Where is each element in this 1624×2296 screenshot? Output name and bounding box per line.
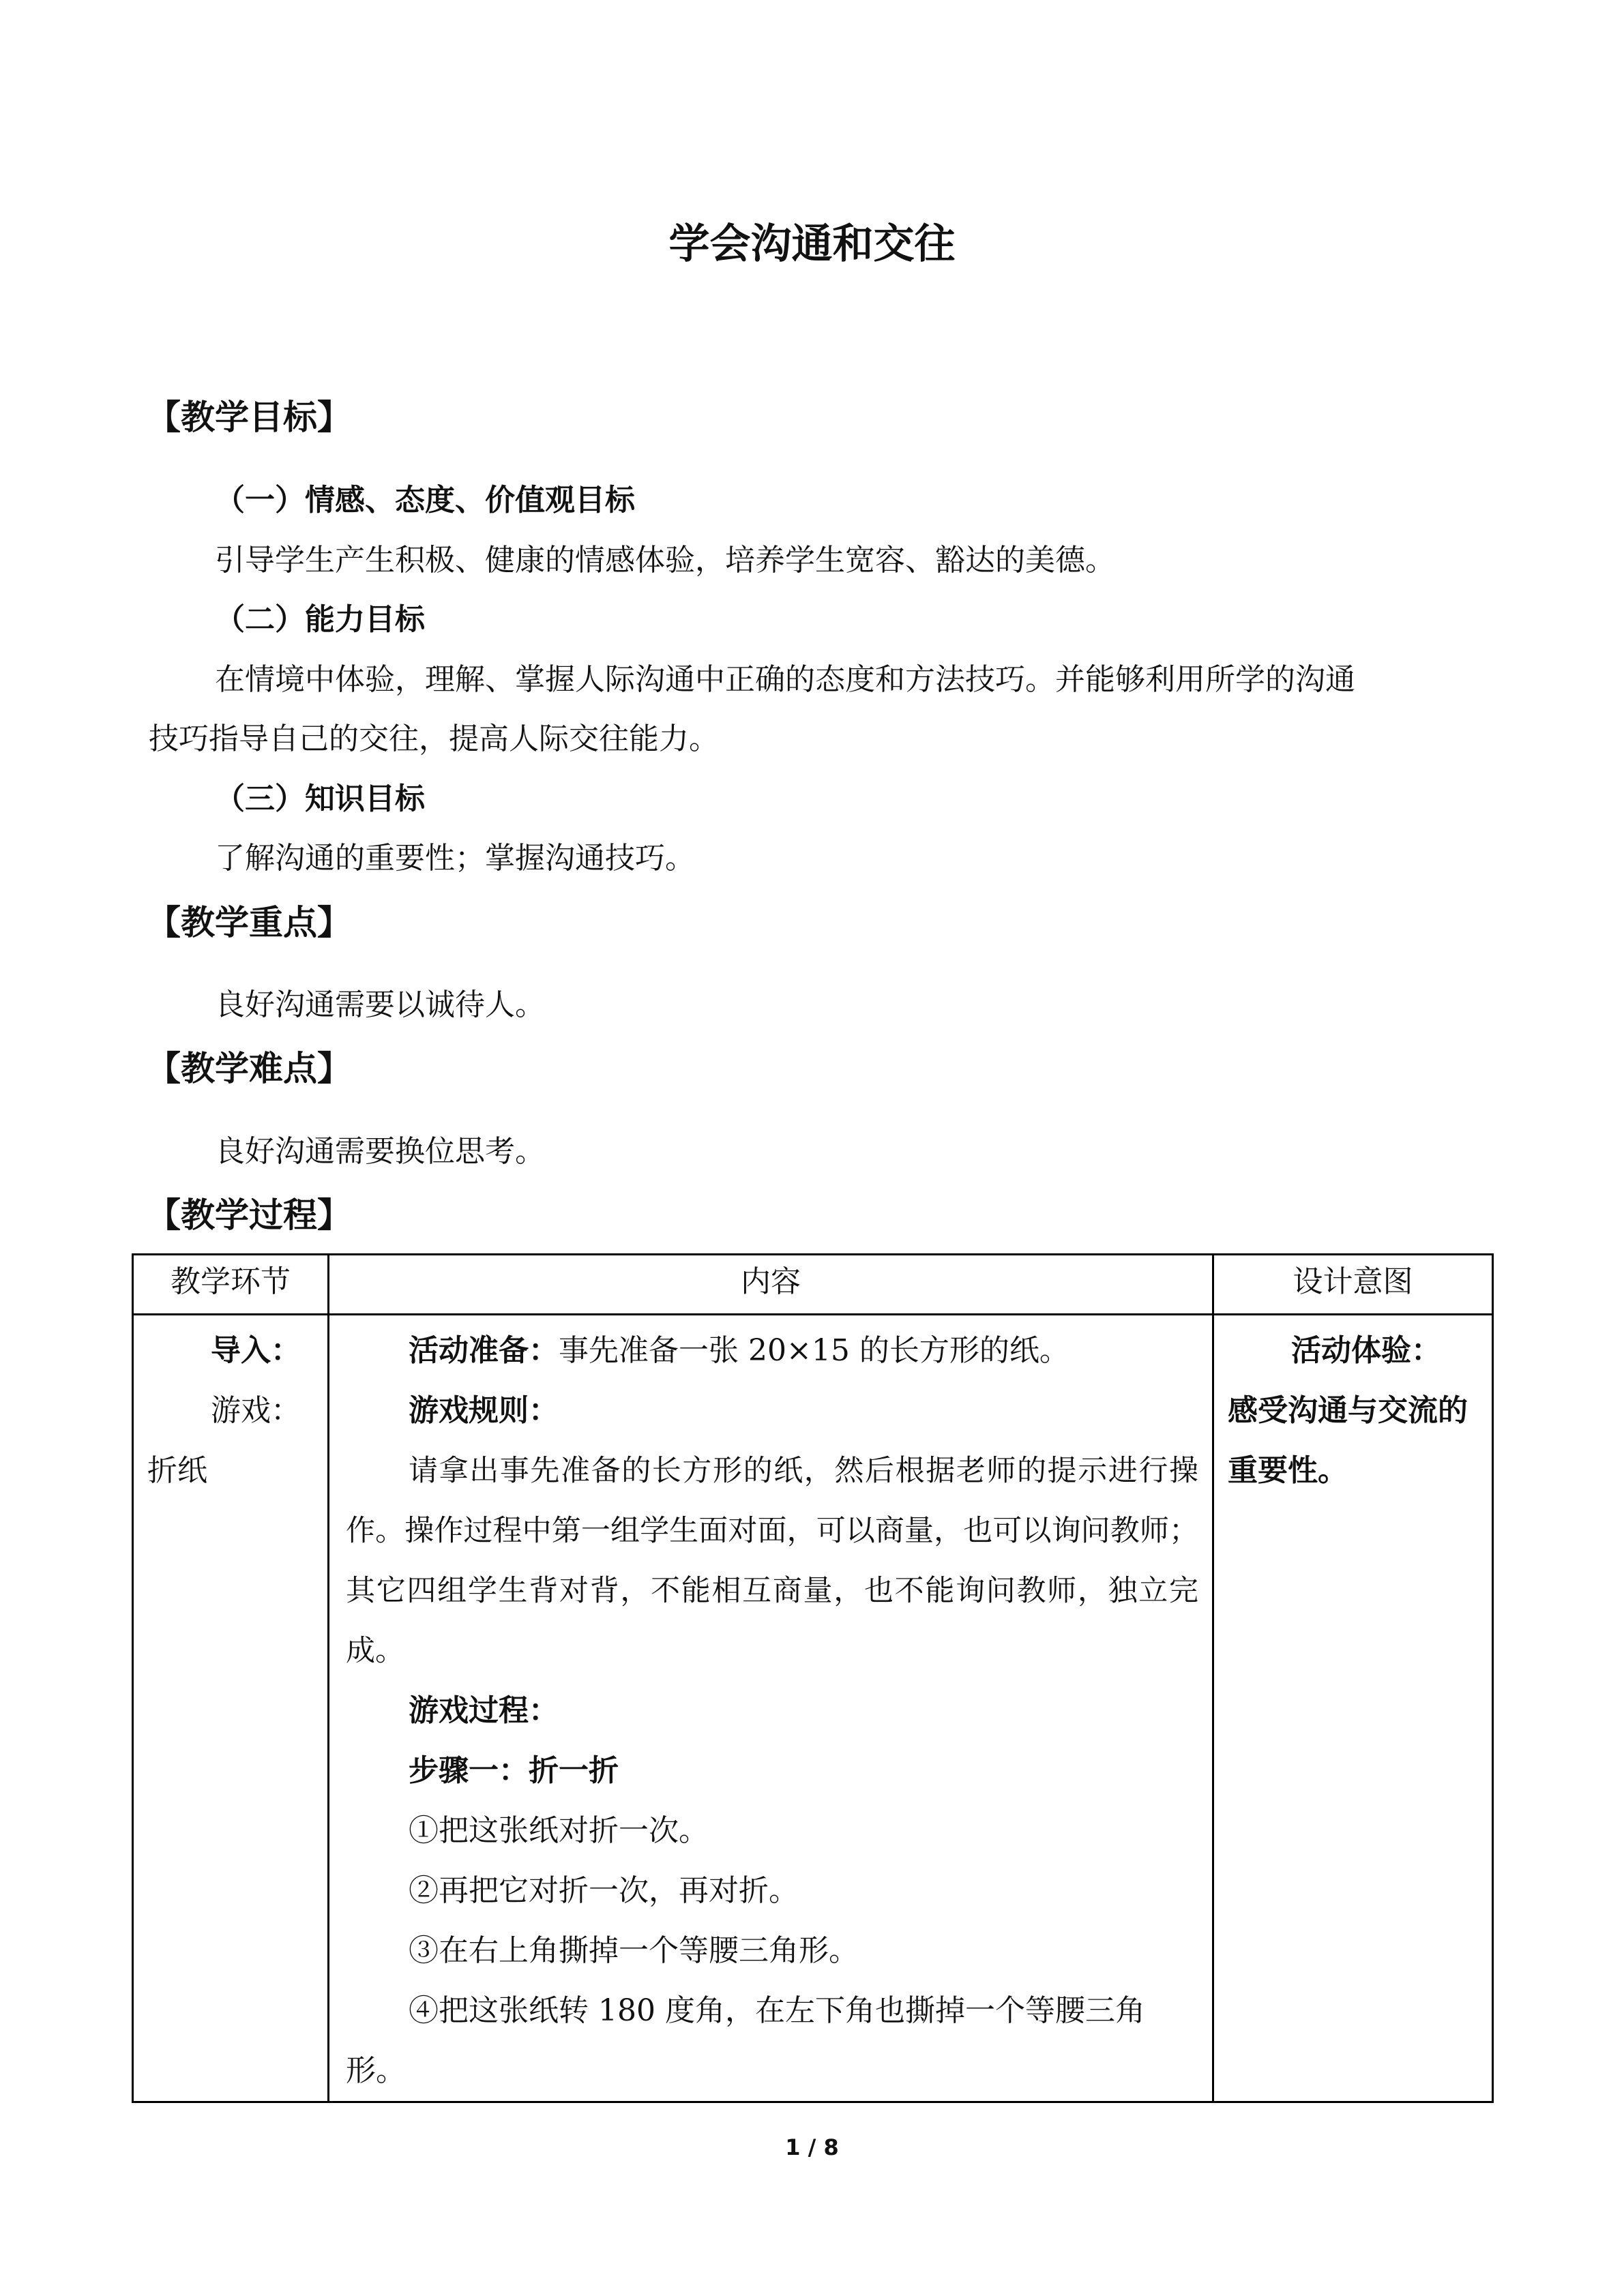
goal-text-1: 引导学生产生积极、健康的情感体验，培养学生宽容、豁达的美德。 (215, 543, 1115, 578)
section-heading-goals: 【教学目标】 (147, 398, 351, 437)
goal-subtitle-3: （三）知识目标 (215, 781, 425, 816)
difficulty-text: 良好沟通需要换位思考。 (215, 1134, 545, 1169)
rules-text: 请拿出事先准备的长方形的纸，然后根据老师的提示进行操作。操作过程中第一组学生面对面，可以商量，也可以询问教师；其它四组学生背对背，不能相互商量，也不能询问教师，独立完成。 (346, 1454, 1198, 1668)
section-heading-key: 【教学重点】 (147, 903, 351, 942)
goal-text-2-line1: 在情境中体验，理解、掌握人际沟通中正确的态度和方法技巧。并能够利用所学的沟通 (215, 662, 1355, 697)
key-point-text: 良好沟通需要以诚待人。 (215, 987, 545, 1022)
stage-name: 折纸 (147, 1453, 207, 1488)
goal-text-3: 了解沟通的重要性；掌握沟通技巧。 (215, 841, 695, 876)
section-heading-difficulty: 【教学难点】 (147, 1049, 351, 1088)
intent-label: 活动体验： (1291, 1333, 1441, 1368)
header-intent: 设计意图 (1213, 1255, 1493, 1315)
goal-subtitle-2: （二）能力目标 (215, 602, 425, 637)
step1-label: 步骤一：折一折 (409, 1753, 619, 1788)
page-number: 1 / 8 (785, 2134, 839, 2160)
process-label: 游戏过程： (409, 1693, 559, 1728)
prep-label: 活动准备： (409, 1333, 559, 1368)
header-content: 内容 (329, 1255, 1213, 1315)
prep-text: 事先准备一张 20×15 的长方形的纸。 (559, 1333, 1069, 1368)
stage-game: 游戏： (211, 1393, 301, 1428)
intent-text: 感受沟通与交流的重要性。 (1228, 1393, 1468, 1488)
header-stage: 教学环节 (133, 1255, 329, 1315)
goal-subtitle-1: （一）情感、态度、价值观目标 (215, 483, 635, 518)
table-row (133, 1315, 1493, 2102)
step-item: ①把这张纸对折一次。 (409, 1813, 709, 1848)
rules-label: 游戏规则： (409, 1393, 559, 1428)
content-cell (329, 1315, 1213, 2102)
goal-text-2-line2: 技巧指导自己的交往，提高人际交往能力。 (149, 721, 719, 756)
step-item: ③在右上角撕掉一个等腰三角形。 (409, 1933, 859, 1968)
step-item: ④把这张纸转 180 度角，在左下角也撕掉一个等腰三角形。 (346, 1993, 1145, 2088)
process-table (132, 1253, 1494, 2103)
section-heading-process: 【教学过程】 (147, 1195, 351, 1235)
stage-cell (133, 1315, 329, 2102)
table-header-row (133, 1255, 1493, 1315)
prep-paragraph (346, 1321, 1198, 1381)
stage-label: 导入： (211, 1333, 301, 1368)
intent-cell (1213, 1315, 1493, 2102)
page-title: 学会沟通和交往 (668, 220, 956, 268)
step-item: ②再把它对折一次，再对折。 (409, 1873, 799, 1908)
